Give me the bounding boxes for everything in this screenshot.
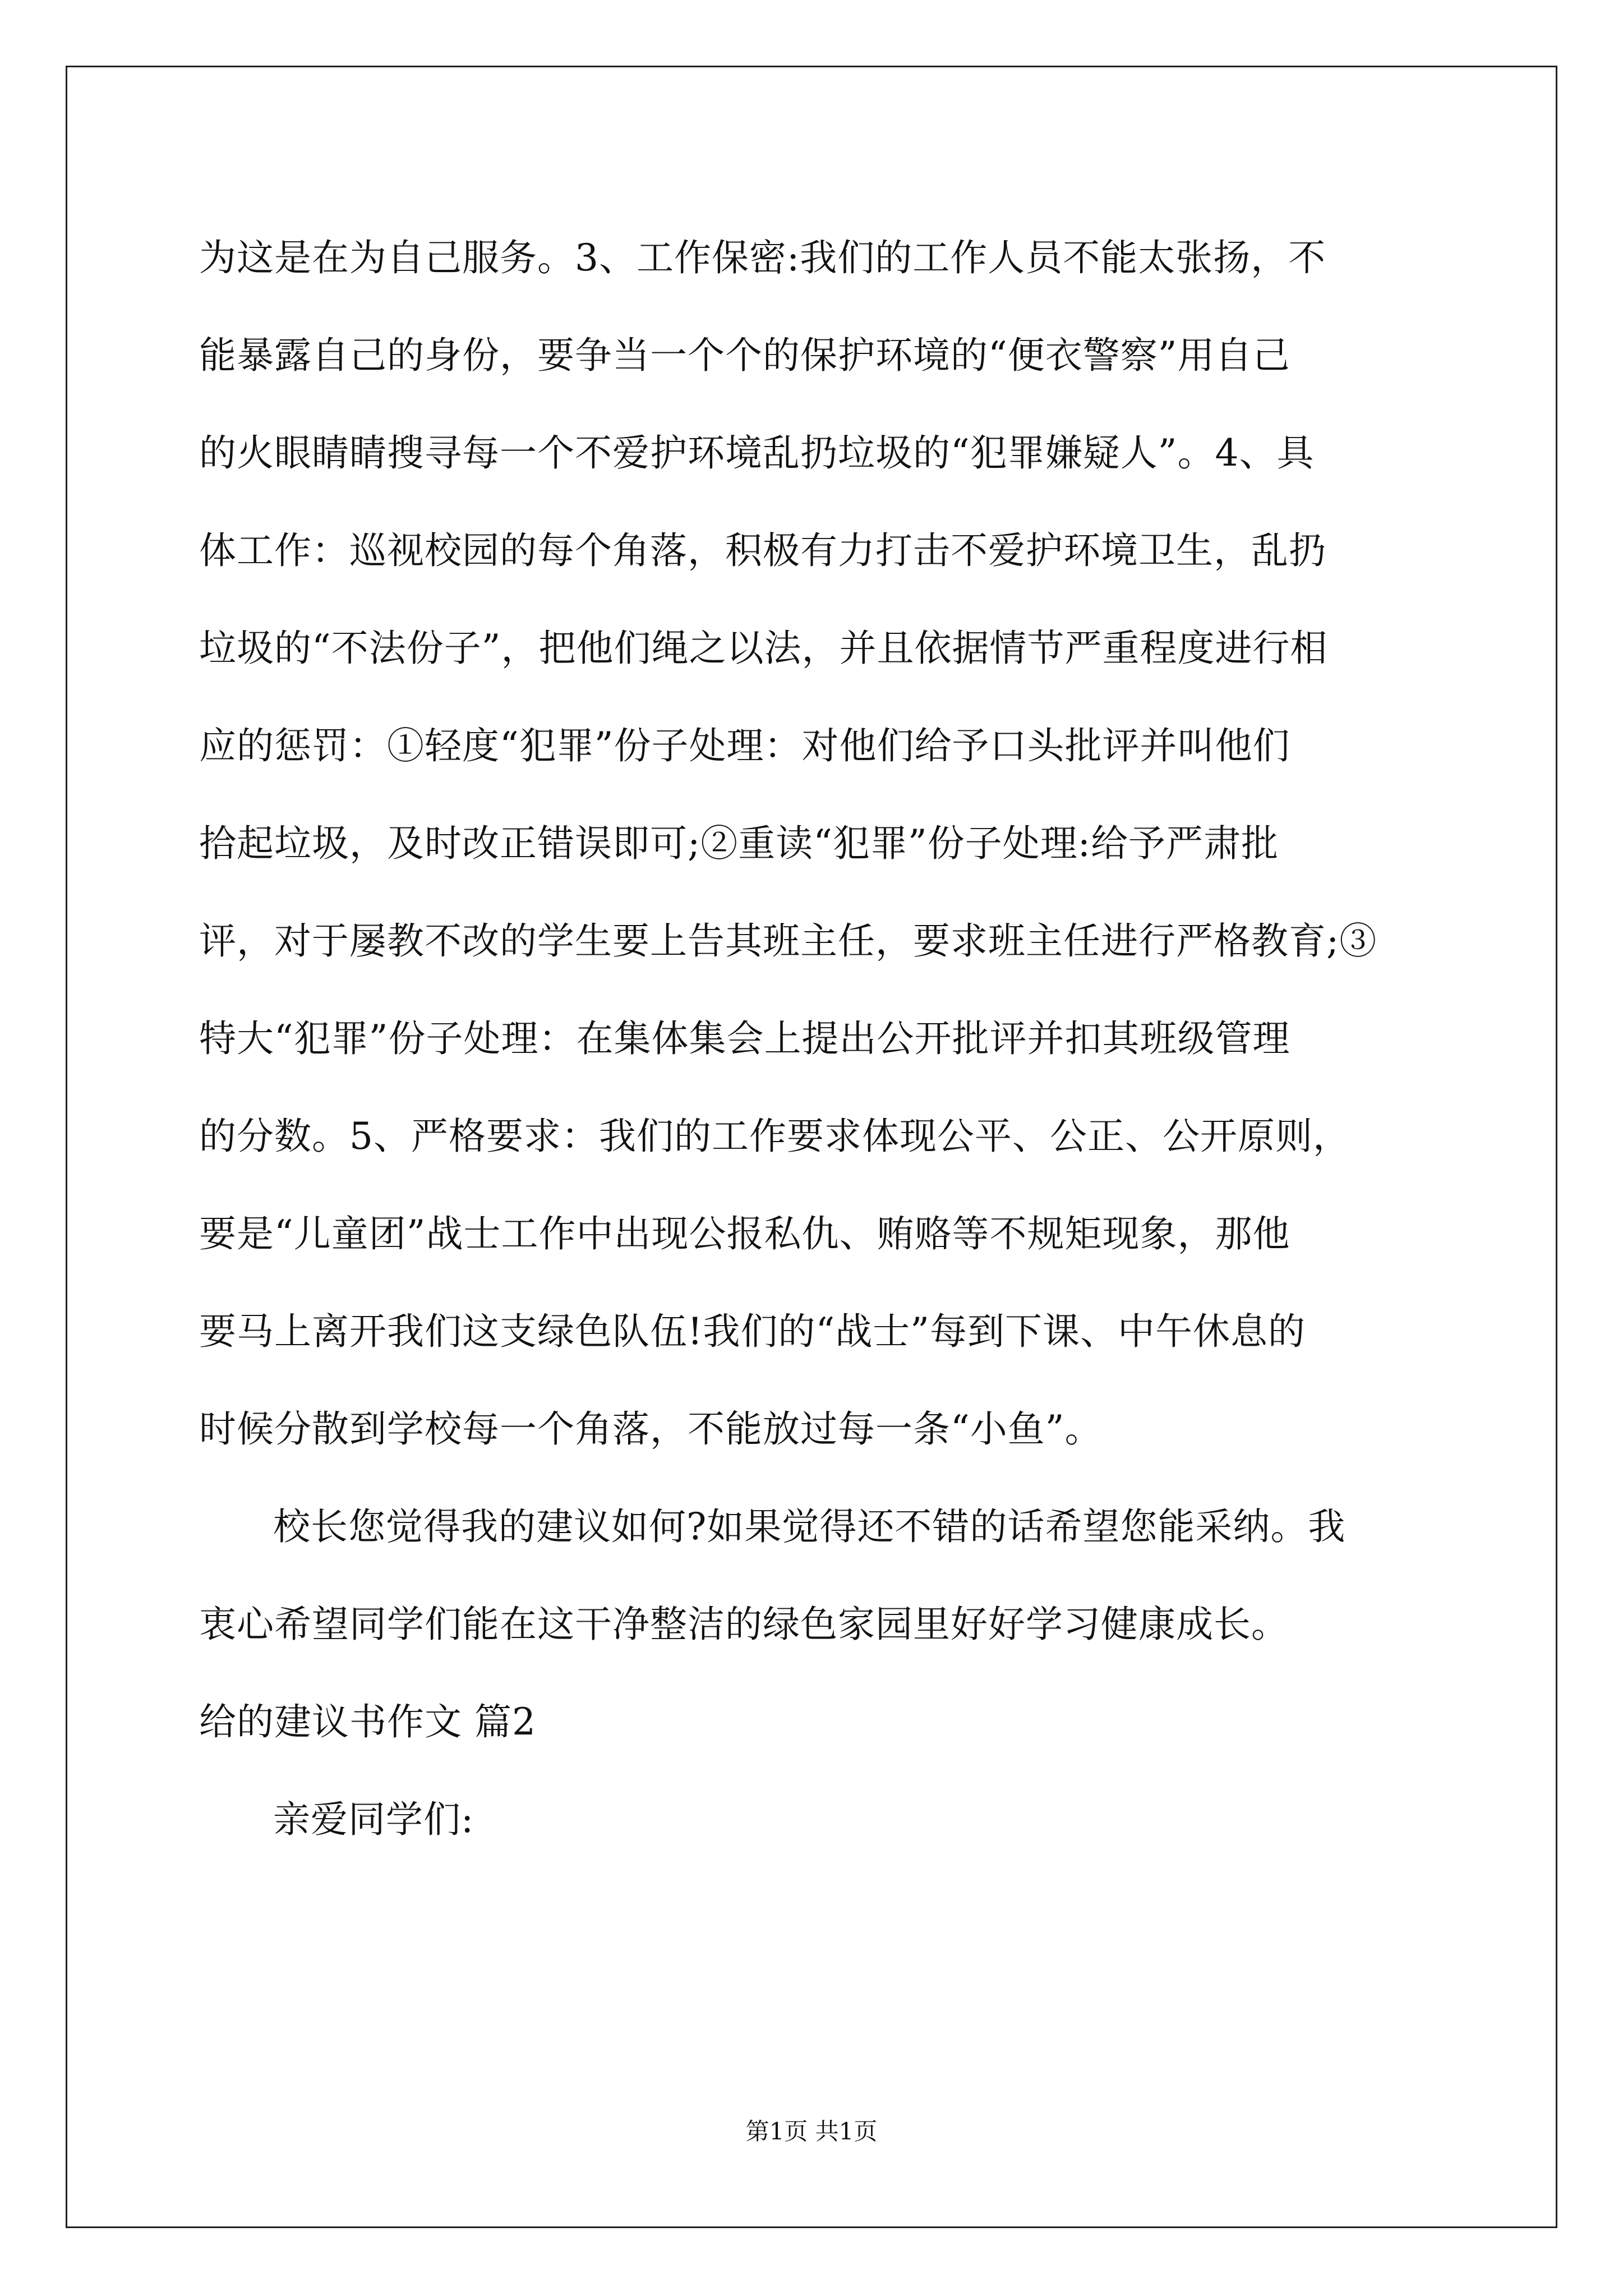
text-line: 衷心希望同学们能在这干净整洁的绿色家园里好好学习健康成长。 xyxy=(199,1603,1289,1646)
text-line: 应的惩罚：①轻度“犯罪”份子处理：对他们给予口头批评并叫他们 xyxy=(199,724,1290,767)
text-line: 的分数。5、严格要求：我们的工作要求体现公平、公正、公开原则， xyxy=(199,1115,1350,1158)
page-number: 第1页 共1页 xyxy=(745,2118,878,2145)
text-line: 要马上离开我们这支绿色队伍!我们的“战士”每到下课、中午休息的 xyxy=(199,1310,1306,1353)
text-line: 要是“儿童团”战士工作中出现公报私仇、贿赂等不规矩现象，那他 xyxy=(199,1212,1290,1255)
salutation: 亲爱同学们: xyxy=(273,1798,474,1841)
text-line: 体工作：巡视校园的每个角落，积极有力打击不爱护环境卫生，乱扔 xyxy=(199,529,1326,572)
text-line: 拾起垃圾，及时改正错误即可;②重读“犯罪”份子处理:给予严肃批 xyxy=(199,822,1279,865)
paragraph-first-line: 校长您觉得我的建议如何?如果觉得还不错的话希望您能采纳。我 xyxy=(273,1505,1346,1548)
text-line: 评，对于屡教不改的学生要上告其班主任，要求班主任进行严格教育;③ xyxy=(199,919,1377,963)
text-line: 的火眼睛睛搜寻每一个不爱护环境乱扔垃圾的“犯罪嫌疑人”。4、具 xyxy=(199,431,1315,475)
text-line: 时候分散到学校每一个角落，不能放过每一条“小鱼”。 xyxy=(199,1407,1103,1451)
section-heading: 给的建议书作文 篇2 xyxy=(199,1700,536,1743)
text-line: 为这是在为自己服务。3、工作保密:我们的工作人员不能太张扬，不 xyxy=(199,236,1326,279)
text-line: 垃圾的“不法份子”，把他们绳之以法，并且依据情节严重程度进行相 xyxy=(199,627,1328,670)
text-line: 特大“犯罪”份子处理：在集体集会上提出公开批评并扣其班级管理 xyxy=(199,1017,1290,1060)
text-line: 能暴露自己的身份，要争当一个个的保护环境的“便衣警察”用自己 xyxy=(199,334,1290,377)
